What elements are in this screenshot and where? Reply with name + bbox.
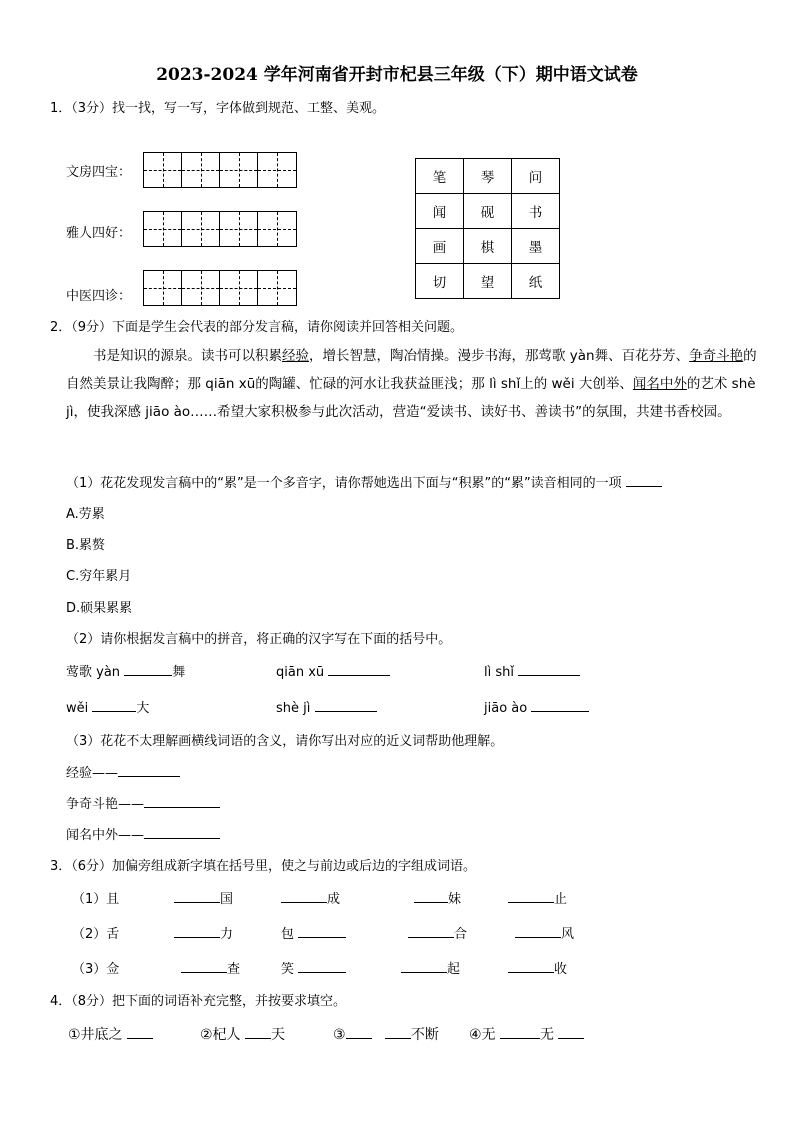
writing-grid-1[interactable]	[143, 152, 297, 188]
underlined-word-jingyan: 经验	[282, 348, 309, 364]
pinyin-lishi: lì shǐ	[484, 661, 580, 680]
q3-row-2-label: （2）舌	[72, 927, 120, 942]
option-b: B.累赘	[66, 538, 106, 553]
underlined-word-wenmingzhongwai: 闻名中外	[632, 376, 687, 392]
q3-stem: 3．（6分）加偏旁组成新字填在括号里，使之与前边或后边的字组成词语。	[50, 859, 477, 874]
q4-item-1: ①井底之	[68, 1024, 153, 1044]
synonym-jingyan: 经验——	[66, 762, 180, 781]
synonym-wenmingzhongwai: 闻名中外——	[66, 824, 220, 843]
q3-row-3-label: （3）佥	[72, 962, 120, 977]
writing-grid-3[interactable]	[143, 270, 297, 306]
q2-passage: 书是知识的源泉。读书可以积累经验，增长智慧，陶冶情操。漫步书海，那莺歌 yàn舞、百花芬芳、争奇斗艳的自然美景让我陶醉；那 qiān xū的陶罐、忙碌的河水让我获益匪浅；那 lì shǐ上的 wěi 大创举、闻名中外的艺术 shè jì，使我深感 jiāo ào……希望大家积极参与此次活动，营造“爱读书、读好书、善读书”的氛围，共建书香校园。	[66, 348, 757, 420]
q4-item-4: ④无 无	[469, 1024, 584, 1044]
q4-stem: 4．（8分）把下面的词语补充完整，并按要求填空。	[50, 994, 347, 1009]
page-title: 2023-2024 学年河南省开封市杞县三年级（下）期中语文试卷	[156, 65, 638, 85]
answer-blank[interactable]	[626, 472, 662, 487]
pinyin-jiaoao: jiāo ào	[484, 697, 589, 716]
q1-label-3: 中医四诊：	[66, 289, 132, 304]
synonym-zhengqidouyan: 争奇斗艳——	[66, 793, 220, 812]
pinyin-wei: wěi 大	[66, 697, 149, 716]
q1-label-1: 文房四宝：	[66, 165, 132, 180]
q2-sub1: （1）花花发现发言稿中的“累”是一个多音字，请你帮她选出下面与“积累”的“累”读音相同的一项	[66, 472, 662, 491]
pinyin-yan: 莺歌 yàn 舞	[66, 661, 185, 680]
q2-sub3: （3）花花不太理解画横线词语的含义，请你写出对应的近义词帮助他理解。	[66, 734, 504, 749]
option-c: C.穷年累月	[66, 569, 132, 584]
underlined-word-zhengqidouyan: 争奇斗艳	[689, 348, 744, 364]
q3-row-1-label: （1）且	[72, 892, 120, 907]
writing-grid-2[interactable]	[143, 211, 297, 247]
pinyin-sheji: shè jì	[276, 697, 377, 716]
q1-stem: 1．（3分）找一找，写一写，字体做到规范、工整、美观。	[50, 101, 386, 116]
option-d: D.硕果累累	[66, 601, 133, 616]
q2-sub2: （2）请你根据发言稿中的拼音，将正确的汉字写在下面的括号中。	[66, 632, 452, 647]
q4-item-3: ③ 不断	[333, 1024, 439, 1044]
pinyin-qianxu: qiān xū	[276, 661, 390, 680]
q2-stem: 2．（9分）下面是学生会代表的部分发言稿，请你阅读并回答相关问题。	[50, 320, 464, 335]
option-a: A.劳累	[66, 507, 105, 522]
q1-label-2: 雅人四好：	[66, 226, 132, 241]
character-table: 笔 琴 问 闻 砚 书 画 棋 墨 切 望 纸	[415, 158, 560, 299]
q4-item-2: ②杞人 天	[200, 1024, 285, 1044]
